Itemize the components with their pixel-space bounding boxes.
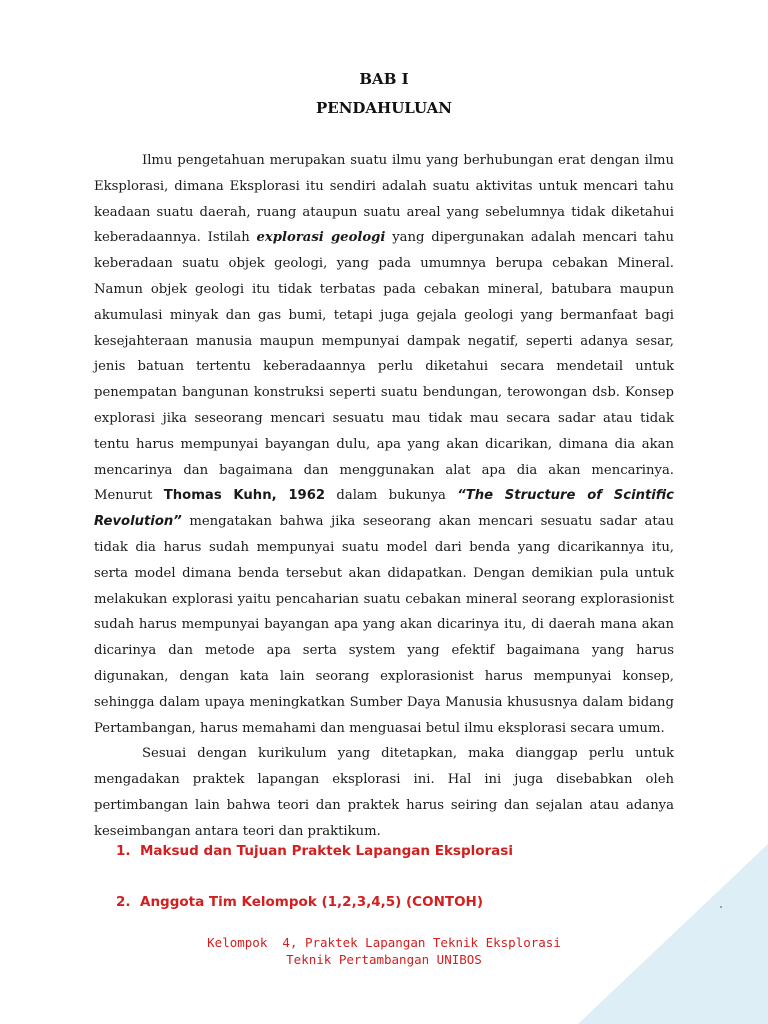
author-citation: Thomas Kuhn, 1962: [163, 488, 326, 504]
term-explorasi-geologi: explorasi geologi: [256, 230, 386, 246]
chapter-label: BAB I: [359, 70, 409, 88]
paragraph-1: [94, 148, 674, 741]
list-number: 1.: [116, 843, 131, 859]
chapter-title: PENDAHULUAN: [315, 99, 453, 117]
footer-line-2: Teknik Pertambangan UNIBOS: [286, 952, 482, 967]
list-item-1: [116, 843, 513, 859]
paragraph-2: Sesuai dengan kurikulum yang ditetapkan, maka dianggap perlu untuk mengadakan praktek lapangan eksplorasi ini. Hal ini juga disebabkan oleh pertimbangan lain bahwa teori dan praktek harus seiring dan sejalan atau adanya keseimbangan antara teori dan praktikum.: [94, 746, 674, 839]
p1-text-g: mengatakan bahwa jika seseorang akan mencari sesuatu sadar atau tidak dia harus sudah mempunyai suatu model dari benda yang dicarikannya itu, serta model dimana benda tersebut akan didapatkan. Dengan demikian pula untuk melakukan explorasi yaitu pencaharian suatu cebakan mineral seorang explorasionist sudah harus mempunyai bayangan apa yang akan dicarinya itu, di daerah mana akan dicarinya dan metode apa serta system yang efektif bagaimana yang harus digunakan, dengan kata lain seorang explorasionist harus mempunyai konsep, sehingga dalam upaya meningkatkan Sumber Daya Manusia khususnya dalam bidang Pertambangan, harus memahami dan menguasai betul ilmu eksplorasi secara umum.: [94, 514, 674, 736]
footer-line-1: Kelompok 4, Praktek Lapangan Teknik Eksplorasi: [207, 935, 561, 950]
footer: [94, 934, 674, 968]
book-title: “The Structure of Scintific Revolution”: [94, 488, 674, 530]
page-mark: [720, 906, 722, 908]
list-text: Maksud dan Tujuan Praktek Lapangan Eksplorasi: [140, 843, 513, 859]
p1-text-a: Ilmu pengetahuan merupakan suatu ilmu yang berhubungan erat dengan ilmu Eksplorasi, dimana Eksplorasi itu sendiri adalah suatu aktivitas untuk mencari tahu keadaan suatu daerah, ruang ataupun suatu areal yang sebelumnya tidak diketahui keberadaannya. Istilah: [94, 153, 674, 246]
p1-text-e: dalam bukunya: [325, 488, 458, 504]
p1-text-c: yang dipergunakan adalah mencari tahu keberadaan suatu objek geologi, yang pada umumnya berupa cebakan Mineral. Namun objek geologi itu tidak terbatas pada cebakan mineral, batubara maupun akumulasi minyak dan gas bumi, tetapi juga gejala geologi yang bermanfaat bagi kesejahteraan manusia maupun mempunyai dampak negatif, seperti adanya sesar, jenis batuan tertentu keberadaannya perlu diketahui secara mendetail untuk penempatan bangunan konstruksi seperti suatu bendungan, terowongan dsb. Konsep explorasi jika seseorang mencari sesuatu mau tidak mau secara sadar atau tidak tentu harus mempunyai bayangan dulu, apa yang akan dicarikan, dimana dia akan mencarinya dan bagaimana dan menggunakan alat apa dia akan mencarinya. Menurut: [94, 230, 674, 504]
list-text: Anggota Tim Kelompok (1,2,3,4,5) (CONTOH): [140, 894, 484, 910]
list-item-2: [116, 894, 483, 910]
list-number: 2.: [116, 894, 131, 910]
body-text: [94, 148, 674, 845]
